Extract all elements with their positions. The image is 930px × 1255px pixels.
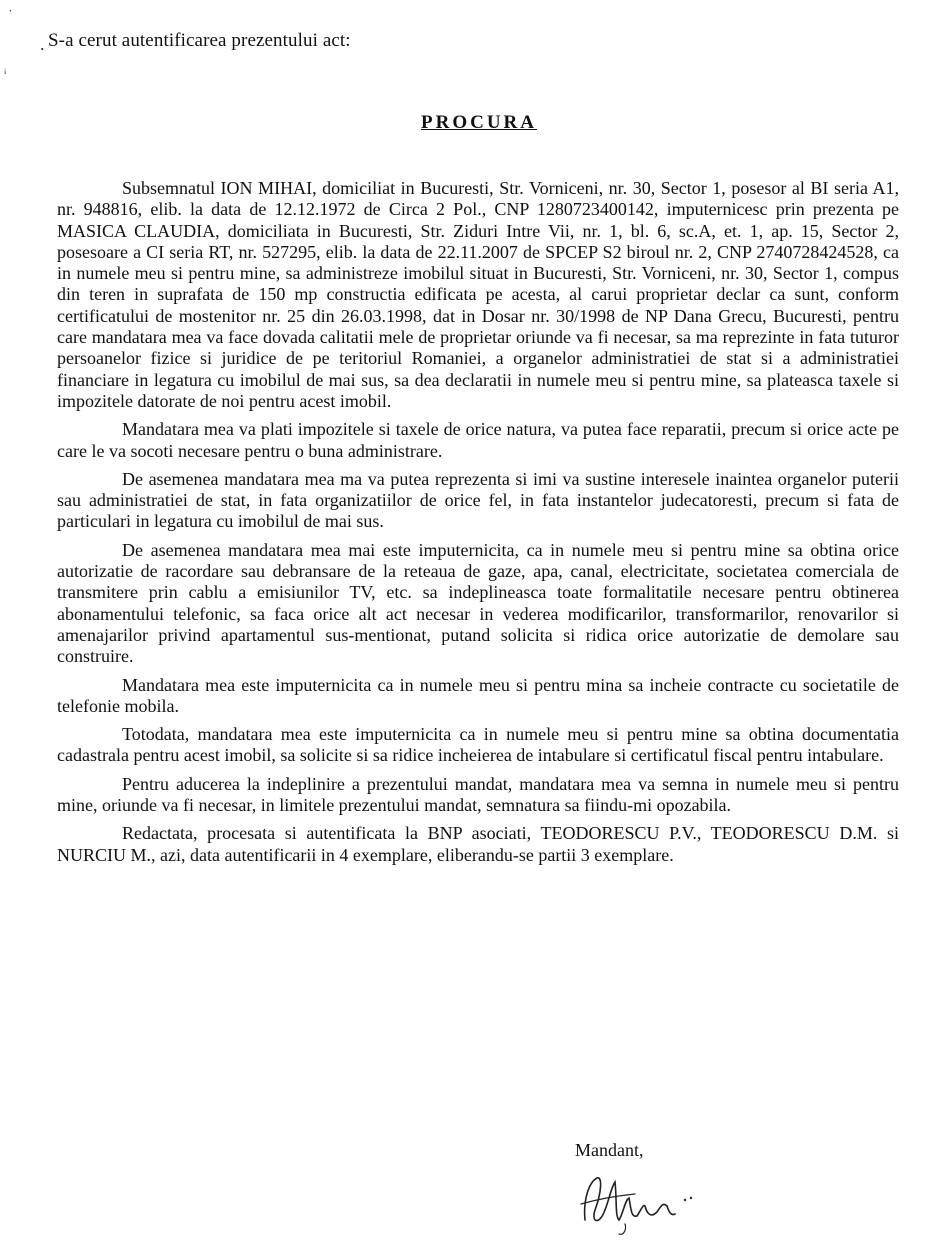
paragraph: Pentru aducerea la indeplinire a prezentului mandat, mandatara mea va semna in numele meu si pentru mine, oriunde va fi necesar, in limitele prezentului mandat, semnatura sa fiindu-mi opozabila. (57, 773, 899, 816)
authentication-note: S-a cerut autentificarea prezentului act: (48, 30, 351, 51)
document-body (57, 178, 899, 873)
handwritten-signature (575, 1160, 715, 1240)
paragraph: Subsemnatul ION MIHAI, domiciliat in Bucuresti, Str. Vorniceni, nr. 30, Sector 1, posesor al BI seria A1, nr. 948816, elib. la data de 12.12.1972 de Circa 2 Pol., CNP 1280723400142, imputernicesc prin prezenta pe MASICA CLAUDIA, domiciliata in Bucuresti, Str. Ziduri Intre Vii, nr. 1, bl. 6, sc.A, et. 1, ap. 15, Sector 2, posesoare a CI seria RT, nr. 527295, elib. la data de 22.11.2007 de SPCEP S2 biroul nr. 2, CNP 2740728424528, ca in numele meu si pentru mine, sa administreze imobilul situat in Bucuresti, Str. Vorniceni, nr. 30, Sector 1, compus din teren in suprafata de 150 mp constructia edificata pe acesta, al carui proprietar declar ca sunt, conform certificatului de mostenitor nr. 25 din 26.03.1998, dat in Dosar nr. 30/1998 de NP Dana Grecu, Bucuresti, pentru care mandatara mea va face dovada calitatii mele de proprietar oriunde va fi necesar, sa ma reprezinte in fata tuturor persoanelor fizice si juridice de pe teritoriul Romaniei, a organelor administratiei de stat si a administratiei financiare in legatura cu imobilul de mai sus, sa dea declaratii in numele meu si pentru mine, sa plateasca taxele si impozitele datorate de noi pentru acest imobil. (57, 178, 899, 411)
signature-block (575, 1140, 735, 1250)
margin-mark: ˙ (8, 8, 13, 23)
paragraph: De asemenea mandatara mea ma va putea reprezenta si imi va sustine interesele inaintea organelor puterii sau administratiei de stat, in fata organizatiilor de orice fel, in fata instantelor judecatoresti, precum si fata de particulari in legatura cu imobilul de mai sus. (57, 468, 899, 532)
margin-mark: ᵢ (4, 62, 7, 77)
paragraph: Redactata, procesata si autentificata la BNP asociati, TEODORESCU P.V., TEODORESCU D.M. si NURCIU M., azi, data autentificarii in 4 exemplare, eliberandu-se partii 3 exemplare. (57, 823, 899, 865)
paragraph: Mandatara mea va plati impozitele si taxele de orice natura, va putea face reparatii, precum si orice acte pe care le va socoti necesare pentru o buna administrare. (57, 419, 899, 461)
paragraph: De asemenea mandatara mea mai este imputernicita, ca in numele meu si pentru mine sa obtina orice autorizatie de racordare sau debransare de la reteaua de gaze, apa, canal, electricitate, societatea comerciala de transmitere prin cablu a emisiunilor TV, etc. sa indeplineasca toate formalitatile necesare pentru obtinerea abonamentului telefonic, sa faca orice alt act necesar in vederea modificarilor, transformarilor, renovarilor si amenajarilor privind apartamentul sus-mentionat, putand solicita si ridica orice autorizatie de demolare sau construire. (57, 539, 899, 667)
document-title: PROCURA (421, 112, 537, 133)
margin-mark: . (40, 34, 45, 54)
paragraph: Mandatara mea este imputernicita ca in numele meu si pentru mina sa incheie contracte cu societatile de telefonie mobila. (57, 674, 899, 716)
signature-label: Mandant, (575, 1140, 644, 1160)
paragraph: Totodata, mandatara mea este imputernicita ca in numele meu si pentru mine sa obtina documentatia cadastrala pentru acest imobil, sa solicite si sa ridice incheierea de intabulare si certificatul fiscal pentru intabulare. (57, 724, 899, 766)
